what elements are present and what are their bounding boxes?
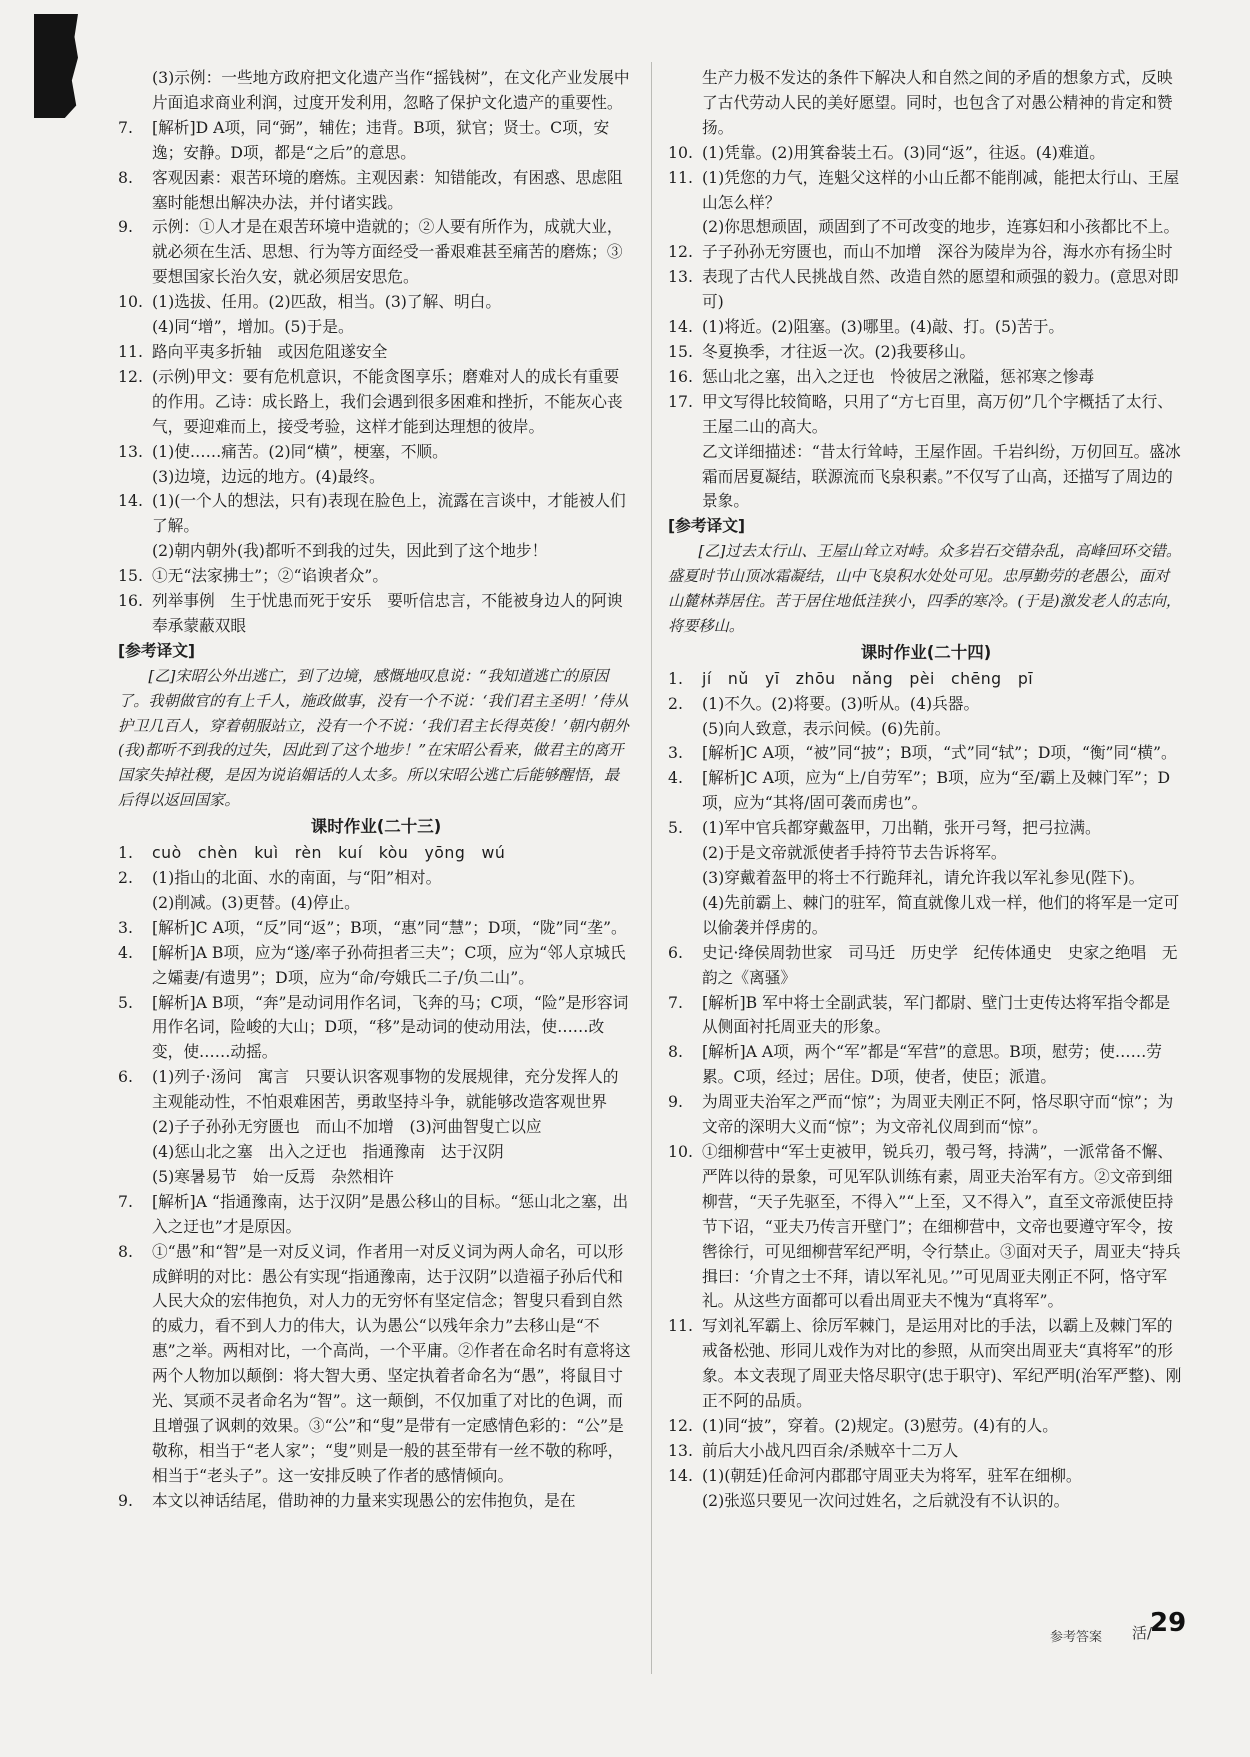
item-text: 史记·绛侯周勃世家 司马迁 历史学 纪传体通史 史家之绝唱 无韵之《离骚》	[702, 942, 1178, 987]
item-text: (1)列子·汤问 寓言 只要认识客观事物的发展规律，充分发挥人的主观能动性，不怕艰难困苦，勇敢坚持斗争，就能够改造客观世界	[152, 1067, 619, 1112]
item-number: 9.	[668, 1092, 683, 1112]
item-text: [解析]C A项，“反”同“返”；B项，“惠”同“慧”；D项，“陇”同“垄”。	[152, 917, 627, 937]
item-number: 10.	[668, 142, 693, 162]
answer-subline: (5)寒暑易节 始一反焉 杂然相许	[152, 1166, 394, 1186]
answer-item	[668, 1314, 1184, 1414]
item-number: 16.	[118, 591, 143, 611]
item-number: 2.	[668, 693, 683, 713]
item-text: (1)凭您的力气，连魁父这样的小山丘都不能削减，能把太行山、王屋山怎么样？	[702, 167, 1180, 212]
reference-translation-text: [乙]宋昭公外出逃亡，到了边境，感慨地叹息说：“我知道逃亡的原因了。我朝做官的有上千人，施政做事，没有一个不说：‘我们君主圣明！’侍从护卫几百人，穿着朝服站立，没有一个不说：‘我们君主长得英俊！’朝内朝外(我)都听不到我的过失，因此到了这个地步！”在宋昭公看来，做君主的离开国家失掉社稷，是因为说谄媚话的人太多。所以宋昭公逃亡后能够醒悟，最后得以返回国家。	[118, 666, 629, 810]
pinyin-answer: jí nǔ yī zhōu nǎng pèi chēng pī	[702, 668, 1034, 688]
item-text: ①细柳营中“军士吏被甲，锐兵刃，彀弓弩，持满”，一派常备不懈、严阵以待的景象，可见军队训练有素，周亚夫治军有方。②文帝到细柳营，“天子先驱至，不得入”“上至，又不得入”，直至文帝派使臣持节下诏，“亚夫乃传言开壁门”；在细柳营中，文帝也要遵守军令，按辔徐行，可见细柳营军纪严明，令行禁止。③面对天子，周亚夫“持兵揖曰：‘介胄之士不拜，请以军礼见。’”可见周亚夫刚正不阿，恪守军礼。从这些方面都可以看出周亚夫不愧为“真将军”。	[702, 1141, 1181, 1311]
item-text: 写刘礼军霸上、徐厉军棘门，是运用对比的手法，以霸上及棘门军的戒备松弛、形同儿戏作为对比的参照，从而突出周亚夫“真将军”的形象。本文表现了周亚夫恪尽职守(忠于职守)、军纪严明(治军严整)、刚正不阿的品质。	[702, 1316, 1182, 1411]
item-number: 6.	[668, 942, 683, 962]
item-number: 9.	[118, 1490, 133, 1510]
answer-item	[118, 564, 634, 589]
answer-item	[668, 1464, 1184, 1489]
answer-item	[118, 841, 634, 866]
item-text: 客观因素：艰苦环境的磨炼。主观因素：知错能改，有困惑、思虑阻塞时能想出解决办法，并付诸实践。	[152, 167, 623, 212]
item-number: 13.	[668, 267, 693, 287]
answer-subline: (2)张巡只要见一次问过姓名，之后就没有不认识的。	[702, 1490, 1070, 1510]
answer-subline: (3)穿戴着盔甲的将士不行跪拜礼，请允许我以军礼参见(陛下)。	[702, 868, 1145, 887]
answer-item	[118, 166, 634, 216]
item-text: [解析]C A项，“被”同“披”；B项，“式”同“轼”；D项，“衡”同“横”。	[702, 743, 1177, 763]
section-heading: 课时作业(二十三)	[310, 817, 442, 837]
item-text: (1)选拔、任用。(2)匹敌，相当。(3)了解、明白。	[152, 292, 502, 312]
item-number: 15.	[118, 566, 143, 586]
answer-subline: (2)削减。(3)更替。(4)停止。	[152, 892, 360, 912]
item-number: 14.	[668, 1465, 693, 1485]
answer-item	[118, 916, 634, 941]
item-text: 子子孙孙无穷匮也，而山不加增 深谷为陵岸为谷，海水亦有扬尘时	[702, 242, 1173, 262]
item-text: (1)将近。(2)阻塞。(3)哪里。(4)敲、打。(5)苦于。	[702, 317, 1065, 337]
item-text: (示例)甲文：要有危机意识，不能贪图享乐；磨难对人的成长有重要的作用。乙诗：成长路上，我们会遇到很多困难和挫折，不能灰心丧气，要迎难而上，接受考验，这样才能到达理想的彼岸。	[152, 366, 623, 436]
footer-mark: 活/	[1132, 1624, 1153, 1642]
item-number: 1.	[118, 843, 133, 863]
item-number: 3.	[668, 743, 683, 763]
item-number: 7.	[668, 992, 683, 1012]
item-text: 示例：①人才是在艰苦环境中造就的；②人要有所作为，成就大业，就必须在生活、思想、行为等方面经受一番艰难甚至痛苦的磨炼；③要想国家长治久安，就必须居安思危。	[152, 217, 623, 287]
item-number: 4.	[118, 942, 133, 962]
answer-item	[668, 240, 1184, 265]
item-text: [解析]A B项，“奔”是动词用作名词，飞奔的马；C项，“险”是形容词用作名词，险峻的大山；D项，“移”是动词的使动用法，使……改变，使……动摇。	[152, 992, 629, 1062]
item-number: 14.	[668, 317, 693, 337]
item-text: (1)军中官兵都穿戴盔甲，刀出鞘，张开弓弩，把弓拉满。	[702, 818, 1101, 838]
item-text: [解析]D A项，同“弼”，辅佐；违背。B项，狱官；贤士。C项，安逸；安静。D项，都是“之后”的意思。	[152, 117, 610, 162]
item-number: 6.	[118, 1067, 133, 1087]
answer-item	[118, 489, 634, 539]
answer-item	[118, 941, 634, 991]
answer-item	[668, 340, 1184, 365]
item-text: 表现了古代人民挑战自然、改造自然的愿望和顽强的毅力。(意思对即可)	[702, 267, 1179, 312]
answer-item	[118, 1489, 634, 1514]
reference-translation-label: [参考译文]	[118, 640, 196, 660]
item-number: 5.	[118, 992, 133, 1012]
section-heading: 课时作业(二十四)	[860, 642, 992, 662]
answer-item	[668, 766, 1184, 816]
item-text: (1)不久。(2)将要。(3)听从。(4)兵器。	[702, 693, 980, 713]
answer-item	[118, 340, 634, 365]
reference-translation-text: [乙]过去太行山、王屋山耸立对峙。众多岩石交错杂乱，高峰回环交错。盛夏时节山顶冰霜凝结，山中飞泉积水处处可见。忠厚勤劳的老愚公，面对山麓林莽居住。苦于居住地低洼狭小，四季的寒冷。(于是)激发老人的志向，将要移山。	[668, 542, 1182, 635]
answer-subline: (3)示例：一些地方政府把文化遗产当作“摇钱树”，在文化产业发展中片面追求商业利润，过度开发利用，忽略了保护文化遗产的重要性。	[152, 68, 630, 112]
answer-subline: (4)惩山北之塞 出入之迂也 指通豫南 达于汉阴	[152, 1141, 504, 1161]
item-number: 17.	[668, 391, 693, 411]
answer-item	[118, 991, 634, 1066]
answer-subline: (2)你思想顽固，顽固到了不可改变的地步，连寡妇和小孩都比不上。	[702, 217, 1180, 237]
item-text: ①无“法家拂士”；②“谄谀者众”。	[152, 566, 389, 586]
answer-item	[668, 991, 1184, 1041]
item-text: 为周亚夫治军之严而“惊”；为周亚夫刚正不阿，恪尽职守而“惊”；为文帝的深明大义而“惊”；为文帝礼仪周到而“惊”。	[702, 1092, 1174, 1137]
item-text: [解析]B 军中将士全副武装，军门都尉、壁门士吏传达将军指令都是从侧面衬托周亚夫的形象。	[702, 992, 1171, 1037]
item-text: 前后大小战凡四百余/杀贼卒十二万人	[702, 1440, 959, 1460]
item-number: 13.	[118, 441, 143, 461]
item-text: 惩山北之塞，出入之迂也 怜彼居之湫隘，惩祁寒之惨毒	[702, 366, 1095, 386]
answer-subline: (3)边境，边远的地方。(4)最终。	[152, 466, 385, 486]
answer-item	[118, 589, 634, 639]
answer-item	[118, 1190, 634, 1240]
item-text: 甲文写得比较简略，只用了“方七百里，高万仞”几个字概括了太行、王屋二山的高大。	[702, 391, 1173, 436]
answer-item	[118, 1065, 634, 1115]
item-number: 2.	[118, 868, 133, 887]
answer-item	[668, 941, 1184, 991]
item-number: 10.	[668, 1141, 693, 1161]
item-number: 11.	[118, 341, 143, 361]
answer-item	[668, 315, 1184, 340]
item-text: (1)(朝廷)任命河内郡郡守周亚夫为将军，驻军在细柳。	[702, 1465, 1082, 1485]
item-text: (1)凭靠。(2)用箕畚装土石。(3)同“返”，往返。(4)难道。	[702, 142, 1105, 162]
item-number: 5.	[668, 818, 683, 838]
item-number: 16.	[668, 366, 693, 386]
answer-item	[668, 816, 1184, 841]
answer-item	[668, 667, 1184, 692]
column-divider	[651, 62, 652, 1674]
answer-item	[118, 1240, 634, 1489]
answer-item	[668, 265, 1184, 315]
answer-subline: 生产力极不发达的条件下解决人和自然之间的矛盾的想象方式，反映了古代劳动人民的美好愿望。同时，也包含了对愚公精神的肯定和赞扬。	[702, 68, 1173, 137]
item-number: 12.	[118, 366, 143, 386]
item-number: 8.	[118, 167, 133, 187]
item-number: 13.	[668, 1440, 693, 1460]
item-text: [解析]A “指通豫南，达于汉阴”是愚公移山的目标。“惩山北之塞，出入之迂也”才是原因。	[152, 1191, 629, 1236]
answer-subline: (4)同“增”，增加。(5)于是。	[152, 317, 354, 337]
answer-item	[668, 1040, 1184, 1090]
answer-item	[118, 866, 634, 891]
item-number: 7.	[118, 117, 133, 137]
answer-subline: (2)子子孙孙无穷匮也 而山不加增 (3)河曲智叟亡以应	[152, 1117, 542, 1137]
item-text: [解析]A B项，应为“遂/率子孙荷担者三夫”；C项，应为“邻人京城氏之孀妻/有遗男”；D项，应为“命/夸娥氏二子/负二山”。	[152, 942, 626, 987]
answer-item	[118, 215, 634, 290]
scan-black-mark	[34, 14, 78, 118]
answer-item	[118, 365, 634, 440]
answer-item	[668, 365, 1184, 390]
answer-subline: (4)先前霸上、棘门的驻军，简直就像儿戏一样，他们的将军是一定可以偷袭并俘虏的。	[702, 892, 1180, 937]
item-number: 12.	[668, 1415, 693, 1435]
answer-item	[668, 166, 1184, 216]
item-text: (1)指山的北面、水的南面，与“阳”相对。	[152, 868, 442, 887]
item-number: 7.	[118, 1191, 133, 1211]
item-number: 8.	[668, 1042, 683, 1062]
item-number: 3.	[118, 917, 133, 937]
answer-item	[668, 1414, 1184, 1439]
item-number: 4.	[668, 768, 683, 788]
footer-label: 参考答案	[1050, 1630, 1103, 1645]
answer-item	[668, 692, 1184, 717]
item-text: 列举事例 生于忧患而死于安乐 要听信忠言，不能被身边人的阿谀奉承蒙蔽双眼	[152, 591, 623, 635]
item-text: ①“愚”和“智”是一对反义词，作者用一对反义词为两人命名，可以形成鲜明的对比：愚公有实现“指通豫南，达于汉阴”以造福子孙后代和人民大众的宏伟抱负，对人力的无穷怀有坚定信念；智叟只看到自然的威力，看不到人力的伟大，认为愚公“以残年余力”去移山是“不惠”之举。两相对比，一个高尚，一个平庸。②作者在命名时有意将这两个人物加以颠倒：将大智大勇、坚定执着者命名为“愚”，将鼠目寸光、冥顽不灵者命名为“智”。这一颠倒，不仅加重了对比的色调，而且增强了讽刺的效果。③“公”和“叟”是带有一定感情色彩的：“公”是敬称，相当于“老人家”；“叟”则是一般的甚至带有一丝不敬的称呼，相当于“老头子”。这一安排反映了作者的感情倾向。	[152, 1241, 631, 1485]
item-number: 10.	[118, 292, 143, 312]
item-number: 11.	[668, 1316, 693, 1336]
answer-item	[118, 440, 634, 465]
answer-subline: (2)朝内朝外(我)都听不到我的过失，因此到了这个地步！	[152, 541, 548, 561]
answer-item	[118, 116, 634, 166]
item-text: [解析]C A项，应为“上/自劳军”；B项，应为“至/霸上及棘门军”；D项，应为“其将/固可袭而虏也”。	[702, 768, 1171, 813]
item-number: 15.	[668, 341, 693, 361]
item-text: 冬夏换季，才往返一次。(2)我要移山。	[702, 341, 976, 361]
answer-subline: (5)向人致意，表示问候。(6)先前。	[702, 718, 951, 738]
item-number: 8.	[118, 1241, 133, 1261]
reference-translation-label: [参考译文]	[668, 516, 746, 536]
page-number: 29	[1150, 1608, 1187, 1638]
answer-item	[668, 141, 1184, 166]
answer-item	[668, 1439, 1184, 1464]
item-number: 9.	[118, 217, 133, 237]
answer-item	[668, 1090, 1184, 1140]
answer-subline: (2)于是文帝就派使者手持符节去告诉将军。	[702, 843, 1007, 863]
right-column	[668, 66, 1184, 1514]
answer-item	[668, 1140, 1184, 1314]
item-text: (1)使……痛苦。(2)同“横”，梗塞，不顺。	[152, 441, 448, 461]
left-column	[118, 66, 634, 1514]
item-number: 12.	[668, 242, 693, 262]
item-number: 14.	[118, 491, 143, 511]
item-text: [解析]A A项，两个“军”都是“军营”的意思。B项，慰劳；使……劳累。C项，经过；居住。D项，使者，使臣；派遣。	[702, 1042, 1162, 1087]
item-number: 11.	[668, 167, 693, 187]
answer-subline: 乙文详细描述：“昔太行耸峙，王屋作固。千岩纠纷，万仞回互。盛冰霜而居夏凝结，联源流而飞泉积素。”不仅写了山高，还描写了周边的景象。	[702, 441, 1181, 511]
pinyin-answer: cuò chèn kuì rèn kuí kòu yōng wú	[152, 843, 506, 863]
item-text: 本文以神话结尾，借助神的力量来实现愚公的宏伟抱负，是在	[152, 1490, 576, 1510]
answer-item	[668, 741, 1184, 766]
item-number: 1.	[668, 668, 683, 688]
item-text: (1)(一个人的想法，只有)表现在脸色上，流露在言谈中，才能被人们了解。	[152, 491, 626, 536]
answer-item	[668, 390, 1184, 440]
item-text: (1)同“披”，穿着。(2)规定。(3)慰劳。(4)有的人。	[702, 1415, 1058, 1435]
answer-item	[118, 290, 634, 315]
item-text: 路向平夷多折轴 或因危阻遂安全	[152, 341, 388, 361]
